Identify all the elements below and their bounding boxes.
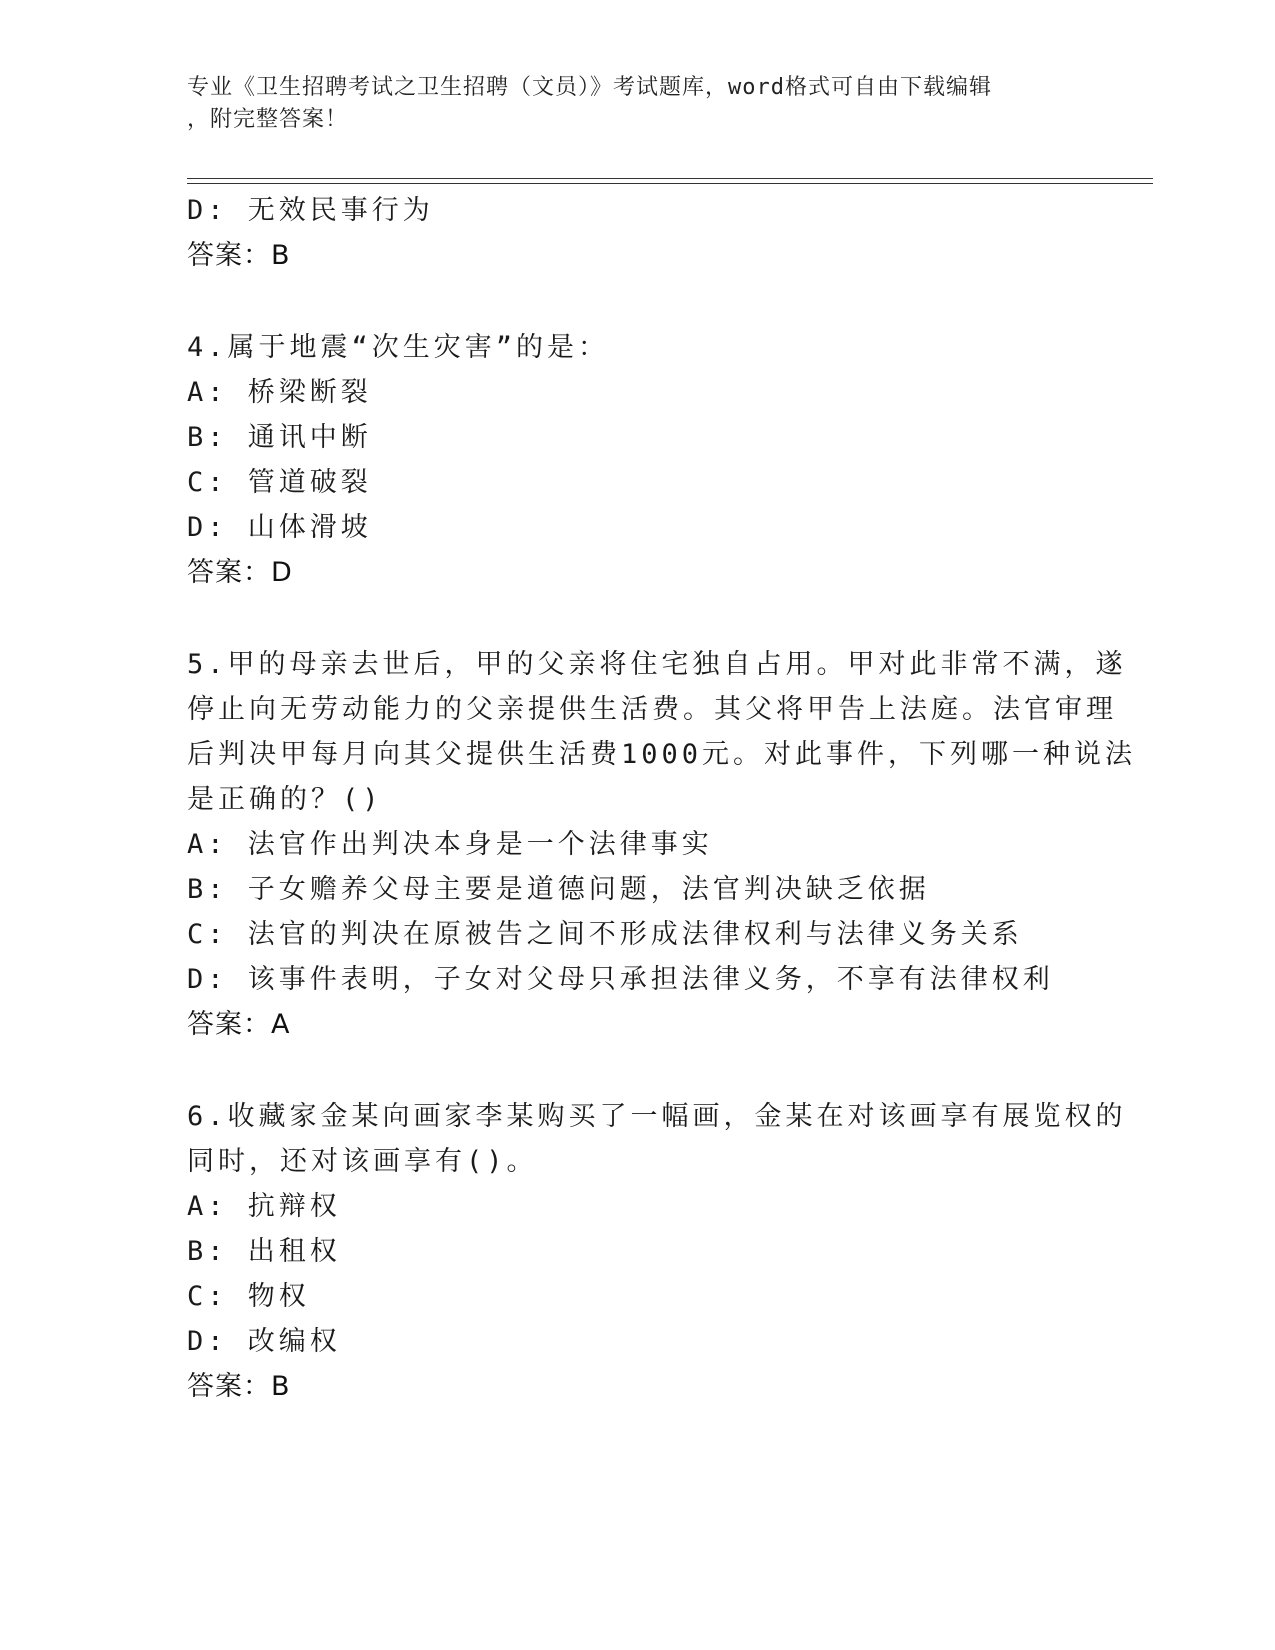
q6-option-c: C: 物权: [187, 1281, 310, 1312]
q4-option-c: C: 管道破裂: [187, 467, 372, 498]
q6-answer: 答案：B: [187, 1371, 291, 1402]
q4-answer: 答案：D: [187, 557, 293, 588]
prev-option-d: D: 无效民事行为: [187, 195, 434, 226]
spacer: [187, 1047, 1087, 1094]
header-line-1: 专业《卫生招聘考试之卫生招聘（文员）》考试题库，word格式可自由下载编辑: [187, 75, 992, 100]
document-header: [187, 72, 1067, 136]
q5-stem-line-1: 5.甲的母亲去世后，甲的父亲将住宅独自占用。甲对此非常不满，遂: [187, 649, 1127, 680]
q6-stem-line-2: 同时，还对该画享有()。: [187, 1146, 538, 1177]
q5-answer: 答案：A: [187, 1009, 291, 1040]
q6-option-d: D: 改编权: [187, 1326, 341, 1357]
header-line-2: ，附完整答案！: [187, 107, 349, 132]
header-divider-bottom: [187, 183, 1153, 184]
prev-answer: 答案：B: [187, 240, 291, 271]
q6-option-a: A: 抗辩权: [187, 1191, 341, 1222]
q4-option-b: B: 通讯中断: [187, 422, 372, 453]
question-content: [187, 188, 1137, 1409]
q4-option-a: A: 桥梁断裂: [187, 377, 372, 408]
spacer: [187, 595, 1087, 642]
q6-option-b: B: 出租权: [187, 1236, 341, 1267]
q4-option-d: D: 山体滑坡: [187, 512, 372, 543]
header-divider-top: [187, 178, 1153, 179]
q5-option-a: A: 法官作出判决本身是一个法律事实: [187, 829, 713, 860]
q5-stem-line-4: 是正确的？(): [187, 784, 383, 815]
q5-stem-line-3: 后判决甲每月向其父提供生活费1000元。对此事件，下列哪一种说法: [187, 739, 1137, 770]
q5-stem-line-2: 停止向无劳动能力的父亲提供生活费。其父将甲告上法庭。法官审理: [187, 694, 1117, 725]
spacer: [187, 278, 1087, 325]
q4-stem: 4.属于地震“次生灾害”的是：: [187, 332, 610, 363]
q5-option-b: B: 子女赡养父母主要是道德问题，法官判决缺乏依据: [187, 874, 930, 905]
q5-option-d: D: 该事件表明，子女对父母只承担法律义务，不享有法律权利: [187, 964, 1054, 995]
q6-stem-line-1: 6.收藏家金某向画家李某购买了一幅画，金某在对该画享有展览权的: [187, 1101, 1127, 1132]
q5-option-c: C: 法官的判决在原被告之间不形成法律权利与法律义务关系: [187, 919, 1023, 950]
